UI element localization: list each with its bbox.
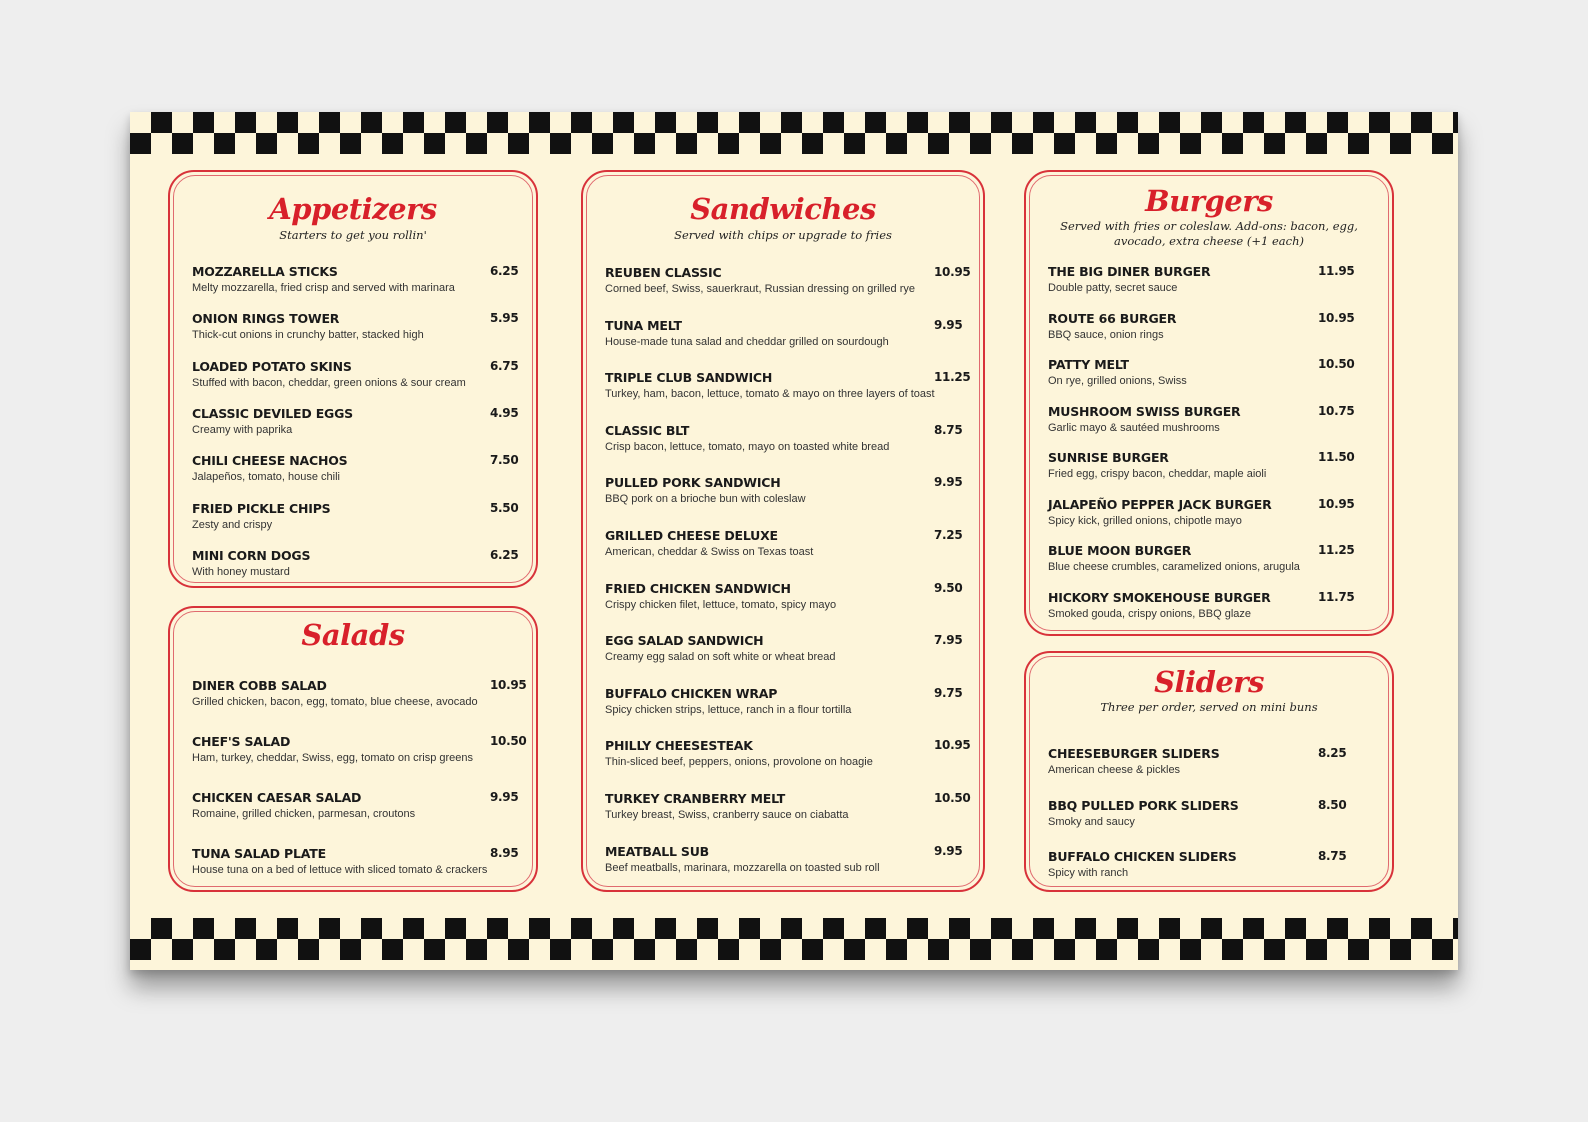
item-description: Garlic mayo & sautéed mushrooms: [1048, 421, 1220, 434]
item-name: MEATBALL SUB: [605, 843, 709, 859]
item-name: LOADED POTATO SKINS: [192, 358, 352, 374]
item-price: 5.50: [490, 500, 519, 515]
item-name: TURKEY CRANBERRY MELT: [605, 791, 786, 806]
item-name: CHEF'S SALAD: [192, 734, 291, 749]
item-description: House-made tuna salad and cheddar grilled on sourdough: [605, 335, 889, 348]
item-price: 9.95: [934, 475, 963, 490]
item-name: BBQ PULLED PORK SLIDERS: [1048, 797, 1239, 813]
menu-item: [192, 264, 530, 294]
item-price: 6.25: [490, 547, 519, 562]
menu-item: [1048, 450, 1358, 480]
menu-item: [605, 265, 974, 295]
section-title: Burgers: [1145, 184, 1273, 218]
item-price: 11.25: [1318, 543, 1355, 557]
item-price: 7.50: [490, 453, 519, 468]
item-description: Thin-sliced beef, peppers, onions, provolone on hoagie: [605, 756, 873, 769]
item-name: ROUTE 66 BURGER: [1048, 310, 1177, 326]
item-description: Spicy kick, grilled onions, chipotle mayo: [1048, 514, 1242, 527]
item-name: MINI CORN DOGS: [192, 547, 311, 563]
section-title: Sliders: [1154, 665, 1264, 699]
item-price: 9.75: [934, 685, 963, 700]
item-name: GRILLED CHEESE DELUXE: [605, 528, 778, 543]
item-name: TRIPLE CLUB SANDWICH: [605, 370, 773, 386]
item-price: 8.50: [1318, 797, 1347, 812]
item-description: American, cheddar & Swiss on Texas toast: [605, 546, 814, 558]
menu-item: [605, 844, 974, 874]
item-description: Spicy chicken strips, lettuce, ranch in a flour tortilla: [605, 703, 852, 716]
menu-item: [1048, 357, 1358, 387]
sandwiches-panel: [581, 170, 985, 892]
item-name: MUSHROOM SWISS BURGER: [1048, 403, 1241, 419]
item-price: 10.50: [1318, 357, 1355, 371]
item-name: EGG SALAD SANDWICH: [605, 633, 764, 649]
item-price: 10.50: [490, 734, 527, 748]
item-description: Jalapeños, tomato, house chili: [192, 471, 340, 484]
section-title: Salads: [301, 618, 405, 652]
item-name: CLASSIC BLT: [605, 422, 690, 438]
menu-item: [1048, 849, 1358, 879]
menu-item: [1048, 746, 1358, 776]
item-price: 8.75: [1318, 849, 1347, 863]
item-price: 11.25: [934, 370, 971, 385]
item-description: Creamy egg salad on soft white or wheat bread: [605, 651, 836, 664]
menu-item: [192, 548, 530, 578]
menu-item: [1048, 404, 1358, 434]
item-description: Turkey breast, Swiss, cranberry sauce on ciabatta: [605, 809, 849, 821]
item-description: Turkey, ham, bacon, lettuce, tomato & mayo on three layers of toast: [605, 388, 935, 401]
menu-item: [605, 738, 974, 768]
item-description: Smoky and saucy: [1048, 815, 1135, 828]
item-name: PULLED PORK SANDWICH: [605, 475, 781, 491]
item-description: Creamy with paprika: [192, 423, 293, 436]
item-description: BBQ pork on a brioche bun with coleslaw: [605, 493, 806, 506]
item-description: Crispy chicken filet, lettuce, tomato, spicy mayo: [605, 598, 837, 611]
item-price: 8.95: [490, 846, 519, 860]
item-description: Smoked gouda, crispy onions, BBQ glaze: [1048, 607, 1252, 620]
item-name: REUBEN CLASSIC: [605, 265, 722, 280]
menu-item: [1048, 798, 1358, 828]
menu-item: [192, 846, 530, 876]
item-name: JALAPEÑO PEPPER JACK BURGER: [1048, 496, 1272, 512]
item-name: PHILLY CHEESESTEAK: [605, 738, 753, 754]
item-description: Thick-cut onions in crunchy batter, stacked high: [192, 329, 424, 342]
item-description: Zesty and crispy: [192, 518, 273, 531]
item-description: Crisp bacon, lettuce, tomato, mayo on toasted white bread: [605, 440, 890, 453]
item-name: SUNRISE BURGER: [1048, 450, 1169, 465]
menu-item: [605, 423, 974, 453]
item-description: Spicy with ranch: [1048, 867, 1129, 879]
menu-item: [192, 678, 530, 708]
item-name: CLASSIC DEVILED EGGS: [192, 405, 353, 421]
menu-item: [192, 453, 530, 483]
item-name: HICKORY SMOKEHOUSE BURGER: [1048, 589, 1271, 605]
checkerboard-border-top: [130, 112, 1458, 154]
item-description: Romaine, grilled chicken, parmesan, croutons: [192, 808, 416, 820]
item-price: 11.95: [1318, 264, 1355, 278]
item-description: Ham, turkey, cheddar, Swiss, egg, tomato on crisp greens: [192, 752, 474, 764]
item-price: 10.95: [490, 678, 527, 692]
menu-item: [605, 475, 974, 505]
item-description: House tuna on a bed of lettuce with sliced tomato & crackers: [192, 864, 488, 876]
item-name: MOZZARELLA STICKS: [192, 264, 338, 279]
menu-item: [192, 501, 530, 531]
item-description: Beef meatballs, marinara, mozzarella on toasted sub roll: [605, 861, 880, 874]
item-description: Fried egg, crispy bacon, cheddar, maple aioli: [1048, 468, 1267, 480]
item-price: 8.25: [1318, 746, 1347, 760]
item-description: Stuffed with bacon, cheddar, green onions & sour cream: [192, 376, 466, 389]
checkerboard-border-bottom: [130, 918, 1458, 960]
item-name: FRIED CHICKEN SANDWICH: [605, 580, 791, 596]
salads-panel: [168, 606, 538, 892]
item-price: 6.25: [490, 264, 519, 278]
menu-item: [605, 633, 974, 663]
item-name: CHICKEN CAESAR SALAD: [192, 790, 362, 805]
item-price: 10.95: [934, 738, 971, 753]
menu-item: [192, 406, 530, 436]
section-subtitle: [1056, 219, 1362, 249]
section-title: Appetizers: [269, 192, 437, 226]
menu-item: [192, 359, 530, 389]
menu-item: [605, 318, 974, 348]
item-price: 10.50: [934, 791, 971, 805]
item-name: CHILI CHEESE NACHOS: [192, 453, 348, 469]
item-price: 9.95: [934, 843, 963, 858]
menu-item: [1048, 311, 1358, 341]
item-description: American cheese & pickles: [1048, 764, 1181, 776]
item-price: 10.95: [1318, 496, 1355, 511]
appetizers-panel: [168, 170, 538, 588]
item-price: 4.95: [490, 405, 519, 420]
menu-item: [1048, 590, 1358, 620]
item-price: 9.95: [490, 790, 519, 804]
item-price: 8.75: [934, 422, 963, 437]
item-name: BUFFALO CHICKEN SLIDERS: [1048, 849, 1237, 864]
menu-sheet: [130, 112, 1458, 970]
sliders-panel: [1024, 651, 1394, 892]
item-price: 9.50: [934, 580, 963, 595]
menu-item: [1048, 543, 1358, 573]
menu-item: [192, 734, 530, 764]
section-subtitle: Starters to get you rollin': [279, 228, 427, 242]
item-price: 7.25: [934, 528, 963, 542]
item-name: BUFFALO CHICKEN WRAP: [605, 685, 778, 701]
section-subtitle: Served with chips or upgrade to fries: [674, 228, 892, 242]
item-price: 10.95: [1318, 310, 1355, 325]
menu-item: [1048, 497, 1358, 527]
section-title: Sandwiches: [690, 192, 876, 226]
item-name: ONION RINGS TOWER: [192, 311, 340, 327]
menu-item: [605, 791, 974, 821]
item-name: BLUE MOON BURGER: [1048, 543, 1192, 558]
item-price: 11.75: [1318, 589, 1355, 604]
section-subtitle: Three per order, served on mini buns: [1100, 700, 1318, 714]
item-description: With honey mustard: [192, 565, 290, 578]
item-price: 10.95: [934, 265, 971, 279]
item-description: Melty mozzarella, fried crisp and served with marinara: [192, 282, 455, 294]
section-subtitle-line: avocado, extra cheese (+1 each): [1113, 234, 1304, 248]
item-description: On rye, grilled onions, Swiss: [1048, 375, 1187, 387]
item-price: 7.95: [934, 633, 963, 648]
menu-item: [192, 311, 530, 341]
item-description: Blue cheese crumbles, caramelized onions, arugula: [1048, 561, 1300, 573]
item-price: 11.50: [1318, 450, 1355, 464]
item-price: 6.75: [490, 358, 519, 373]
menu-item: [605, 581, 974, 611]
item-name: TUNA SALAD PLATE: [192, 846, 326, 861]
menu-item: [605, 528, 974, 558]
menu-item: [605, 686, 974, 716]
item-price: 5.95: [490, 311, 519, 326]
item-description: Double patty, secret sauce: [1048, 282, 1178, 294]
item-description: Corned beef, Swiss, sauerkraut, Russian dressing on grilled rye: [605, 283, 915, 295]
menu-item: [192, 790, 530, 820]
item-name: FRIED PICKLE CHIPS: [192, 500, 331, 516]
burgers-panel: [1024, 170, 1394, 636]
item-description: Grilled chicken, bacon, egg, tomato, blue cheese, avocado: [192, 696, 478, 708]
item-name: PATTY MELT: [1048, 357, 1129, 372]
item-name: CHEESEBURGER SLIDERS: [1048, 746, 1220, 761]
item-name: DINER COBB SALAD: [192, 678, 327, 693]
section-subtitle-line: Served with fries or coleslaw. Add-ons: bacon, egg,: [1060, 219, 1358, 233]
item-name: THE BIG DINER BURGER: [1048, 264, 1211, 279]
menu-item: [1048, 264, 1358, 294]
item-price: 10.75: [1318, 403, 1355, 418]
item-name: TUNA MELT: [605, 317, 682, 333]
menu-item: [605, 370, 974, 400]
item-price: 9.95: [934, 317, 963, 332]
item-description: BBQ sauce, onion rings: [1048, 328, 1164, 341]
